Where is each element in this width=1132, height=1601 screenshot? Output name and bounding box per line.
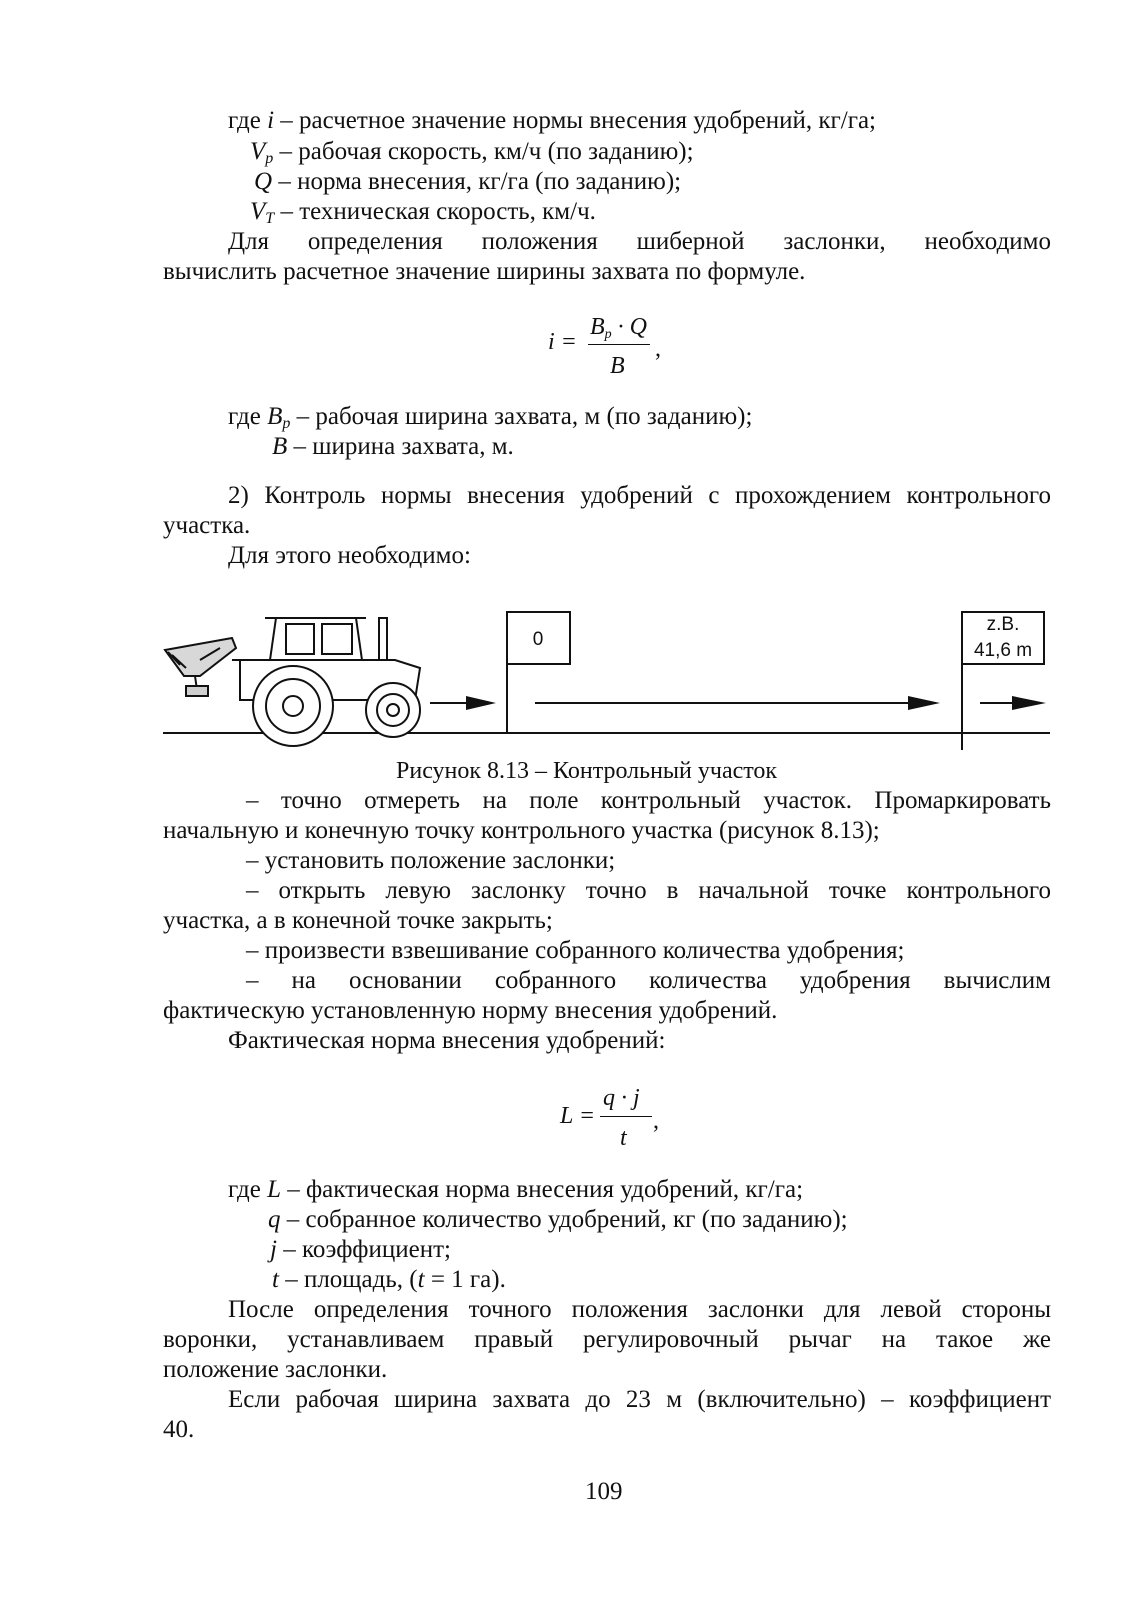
formula-i-lhs: i = bbox=[548, 329, 577, 355]
tractor-icon bbox=[165, 618, 420, 746]
arrow-2-head bbox=[908, 696, 940, 710]
para3-line1: После определения точного положения заслонки для левой стороны bbox=[228, 1296, 1051, 1323]
para3-line4: Если рабочая ширина захвата до 23 м (включительно) – коэффициент bbox=[228, 1386, 1051, 1413]
page-number: 109 bbox=[585, 1478, 623, 1505]
para2-line2: участка. bbox=[163, 512, 251, 539]
where-word: где bbox=[228, 403, 268, 430]
var-j-text: – коэффициент; bbox=[276, 1236, 451, 1263]
fraction-bar bbox=[600, 1116, 652, 1117]
subscript-p: p bbox=[282, 415, 291, 432]
symbol-t: t bbox=[272, 1266, 279, 1293]
step1-line1: – точно отмереть на поле контрольный участок. Промаркировать bbox=[246, 787, 1051, 814]
symbol-v: V bbox=[250, 138, 266, 165]
step3-line2: участка, а в конечной точке закрыть; bbox=[163, 907, 553, 934]
end-sign-label-2: 41,6 m bbox=[973, 640, 1033, 661]
step4: – произвести взвешивание собранного количества удобрения; bbox=[246, 937, 905, 964]
formula-l-denominator: t bbox=[620, 1125, 627, 1151]
var-l-text: – фактическая норма внесения удобрений, кг/га; bbox=[280, 1176, 804, 1203]
arrow-1-head bbox=[466, 696, 496, 710]
end-sign-label-1: z.B. bbox=[986, 614, 1020, 635]
var-j-definition bbox=[270, 1235, 451, 1265]
symbol-i: i bbox=[267, 107, 275, 134]
formula-l-lhs: L = bbox=[560, 1103, 596, 1129]
var-vp-text: – рабочая скорость, км/ч (по заданию); bbox=[273, 138, 694, 165]
var-b-text: – ширина захвата, м. bbox=[287, 433, 514, 460]
symbol-t: t bbox=[417, 1266, 425, 1293]
formula-l-numerator: q · j bbox=[603, 1085, 640, 1111]
para1-line1: Для определения положения шиберной заслонки, необходимо bbox=[228, 228, 1051, 255]
para2-line3: Для этого необходимо: bbox=[228, 542, 471, 569]
num-rest: · Q bbox=[611, 314, 648, 340]
formula-l-comma: , bbox=[653, 1108, 659, 1134]
var-t-text-b: = 1 га). bbox=[424, 1266, 506, 1293]
var-t-definition bbox=[272, 1265, 506, 1295]
var-bp-text: – рабочая ширина захвата, м (по заданию); bbox=[290, 403, 753, 430]
var-l-definition bbox=[228, 1175, 803, 1205]
var-i-text: – расчетное значение нормы внесения удобрений, кг/га; bbox=[274, 107, 876, 134]
symbol-q: q bbox=[268, 1206, 281, 1233]
symbol-l: L bbox=[267, 1176, 281, 1203]
var-q-text: – собранное количество удобрений, кг (по заданию); bbox=[280, 1206, 848, 1233]
step5-line1: – на основании собранного количества удобрения вычислим bbox=[246, 967, 1051, 994]
control-section-figure bbox=[0, 0, 1132, 760]
step1-line2: начальную и конечную точку контрольного участка (рисунок 8.13); bbox=[163, 817, 880, 844]
symbol-v: V bbox=[250, 198, 266, 225]
symbol-j: j bbox=[270, 1236, 277, 1263]
formula-i-comma: , bbox=[655, 336, 661, 362]
para2-line1: 2) Контроль нормы внесения удобрений с прохождением контрольного bbox=[228, 482, 1051, 509]
step3-line1: – открыть левую заслонку точно в начальной точке контрольного bbox=[246, 877, 1051, 904]
para1-line2: вычислить расчетное значение ширины захвата по формуле. bbox=[163, 258, 806, 285]
step6: Фактическая норма внесения удобрений: bbox=[228, 1027, 666, 1054]
where-word: где bbox=[228, 1176, 268, 1203]
subscript-t: T bbox=[265, 210, 275, 227]
var-q-definition bbox=[268, 1205, 848, 1235]
step2: – установить положение заслонки; bbox=[246, 847, 616, 874]
para3-line3: положение заслонки. bbox=[163, 1356, 388, 1383]
arrow-3-head bbox=[1012, 696, 1046, 710]
symbol-b: B bbox=[267, 403, 283, 430]
where-word: где bbox=[228, 107, 268, 134]
num-b: B bbox=[590, 314, 605, 340]
var-q-text: – норма внесения, кг/га (по заданию); bbox=[272, 168, 682, 195]
num-sub-p: p bbox=[604, 327, 612, 342]
var-vt-text: – техническая скорость, км/ч. bbox=[274, 198, 596, 225]
para3-line5: 40. bbox=[163, 1416, 195, 1443]
start-sign-label: 0 bbox=[532, 629, 544, 650]
symbol-b: B bbox=[272, 433, 288, 460]
figure-caption: Рисунок 8.13 – Контрольный участок bbox=[396, 758, 778, 784]
step5-line2: фактическую установленную норму внесения удобрений. bbox=[163, 997, 778, 1024]
symbol-q: Q bbox=[254, 168, 273, 195]
formula-i-denominator: B bbox=[610, 353, 625, 379]
para3-line2: воронки, устанавливаем правый регулировочный рычаг на такое же bbox=[163, 1326, 1051, 1353]
subscript-p: p bbox=[265, 150, 274, 167]
var-t-text-a: – площадь, ( bbox=[278, 1266, 418, 1293]
